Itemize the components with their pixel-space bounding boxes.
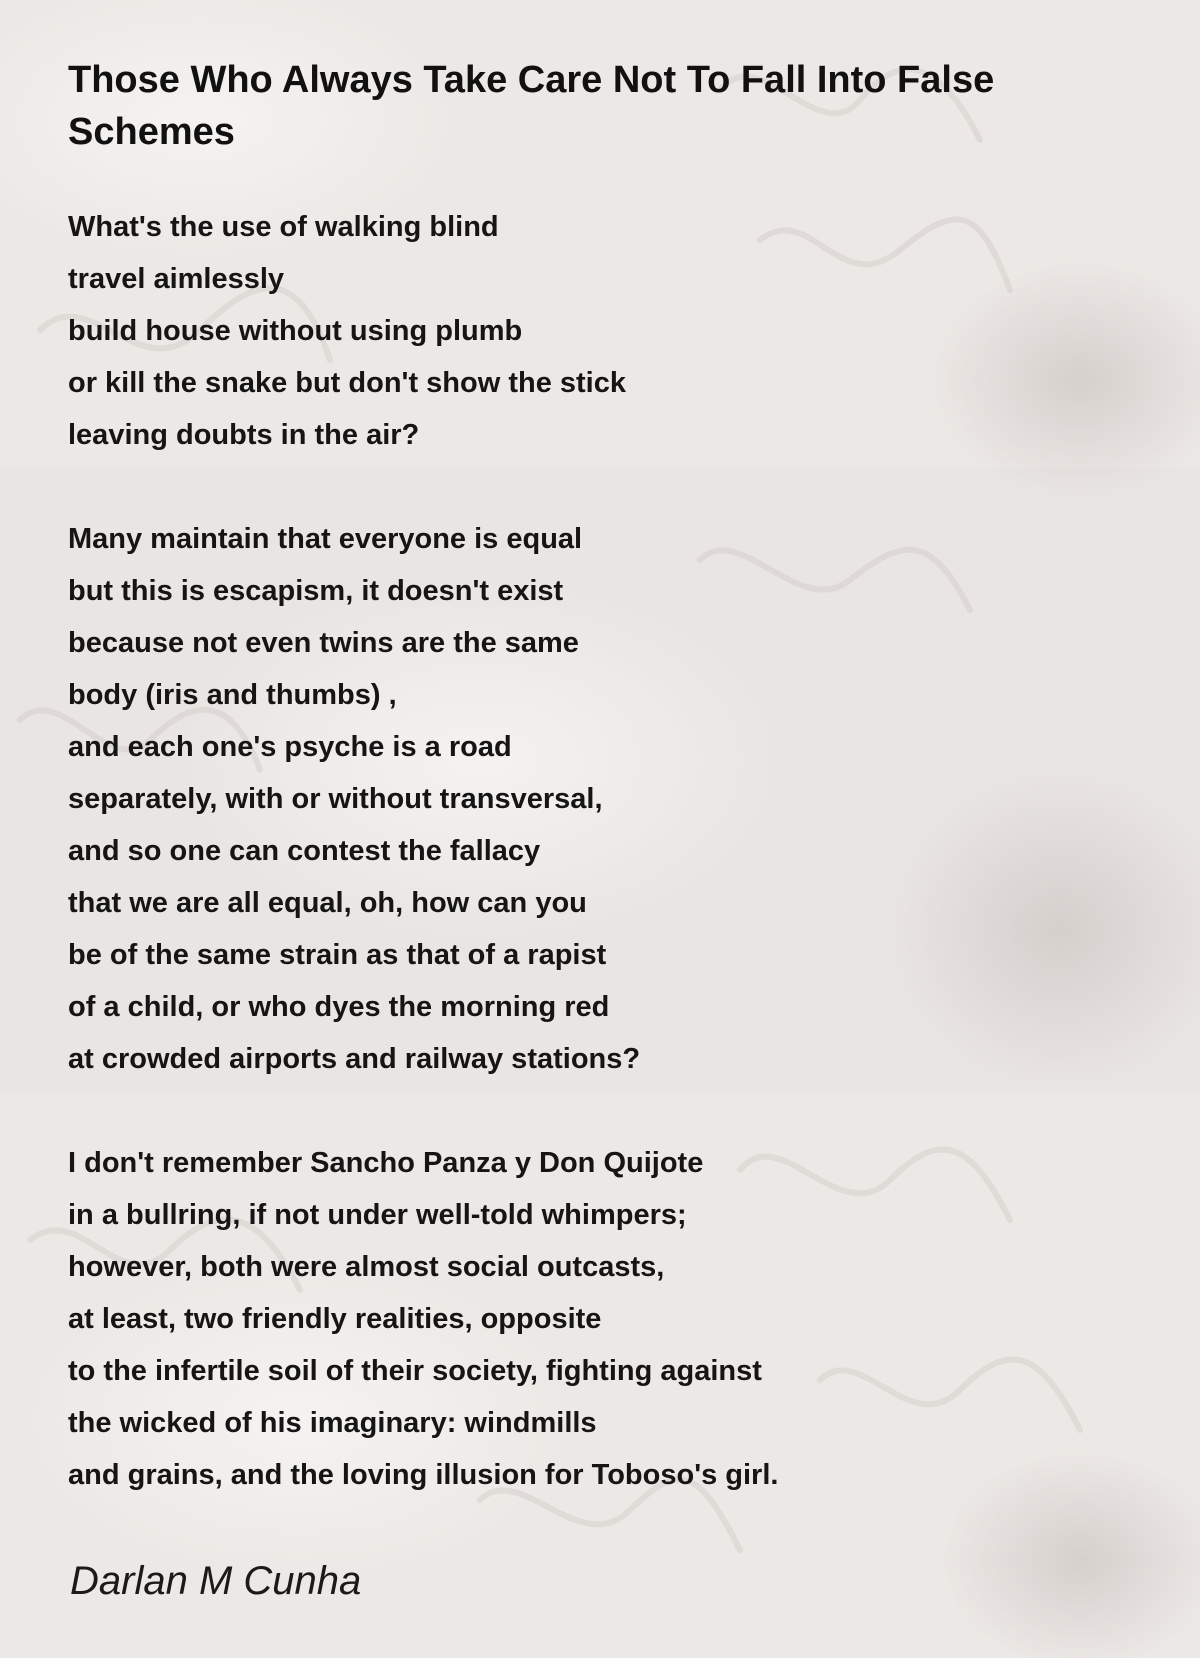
poem-line: body (iris and thumbs) ,	[68, 679, 397, 711]
poem-line: at least, two friendly realities, opposite	[68, 1303, 602, 1335]
poem-line: and each one's psyche is a road	[68, 731, 512, 763]
poem-line: at crowded airports and railway stations?	[68, 1043, 641, 1075]
poem-line: the wicked of his imaginary: windmills	[68, 1407, 597, 1439]
poem-line: but this is escapism, it doesn't exist	[68, 575, 564, 607]
poem-line: Many maintain that everyone is equal	[68, 523, 583, 555]
poem-author: Darlan M Cunha	[70, 1559, 362, 1603]
poem-line: to the infertile soil of their society, fighting against	[68, 1355, 762, 1387]
poem-line: of a child, or who dyes the morning red	[68, 991, 610, 1023]
poem-body	[68, 201, 1128, 1553]
poem-line: or kill the snake but don't show the stick	[68, 367, 626, 399]
poem-line: I don't remember Sancho Panza y Don Quijote	[68, 1147, 704, 1179]
poem-line: build house without using plumb	[68, 315, 523, 347]
poem-line: because not even twins are the same	[68, 627, 579, 659]
stanza-3	[68, 1137, 1128, 1501]
poem-line: and grains, and the loving illusion for Toboso's girl.	[68, 1459, 779, 1491]
poem-line: however, both were almost social outcasts,	[68, 1251, 665, 1283]
poem-line: be of the same strain as that of a rapist	[68, 939, 607, 971]
poem-line: in a bullring, if not under well-told whimpers;	[68, 1199, 687, 1231]
poem-line: leaving doubts in the air?	[68, 419, 420, 451]
poem-title: Those Who Always Take Care Not To Fall Into False Schemes	[68, 59, 995, 153]
poem-line: separately, with or without transversal,	[68, 783, 603, 815]
stanza-2	[68, 513, 1128, 1085]
poem-line: and so one can contest the fallacy	[68, 835, 541, 867]
poem-line: that we are all equal, oh, how can you	[68, 887, 587, 919]
stanza-1	[68, 201, 1128, 461]
poem-line: travel aimlessly	[68, 263, 285, 295]
poem-line: What's the use of walking blind	[68, 211, 499, 243]
